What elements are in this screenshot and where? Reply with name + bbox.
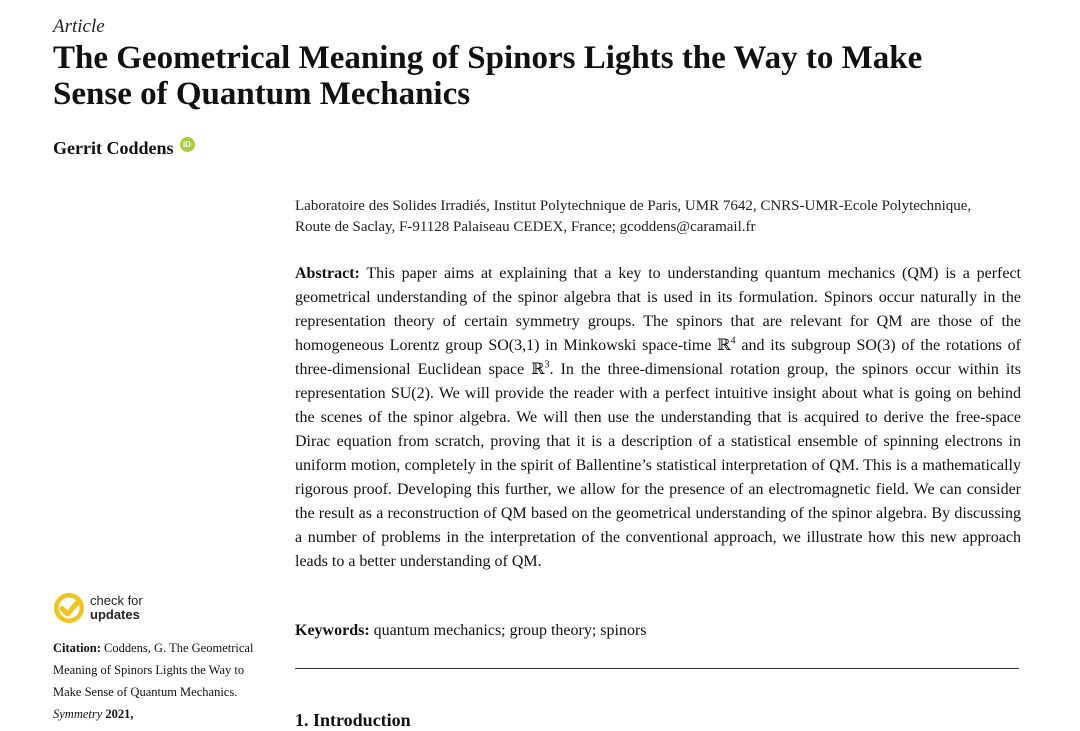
abstract-text-3: . In the three-dimensional rotation group, the spinors occur within its representation SU(2). We will provide the reader with a perfect intuitive insight about what is going on behind the scenes of the spinor algebra. We will then use the understanding that is acquired to derive the free-space Dirac equation from scratch, proving that it is a description of a statistical ensemble of spinning electrons in uniform motion, completely in the spirit of Ballentine’s statistical interpretation of QM. This is a mathematically rigorous proof. Developing this further, we allow for the presence of an electromagnetic field. We can consider the result as a reconstruction of QM based on the geometrical understanding of the spinor algebra. By discussing a number of problems in the interpretation of the conventional approach, we illustrate how this new approach leads to a better understanding of QM. [295,361,1022,570]
orcid-icon[interactable]: iD [180,137,195,152]
affiliation-line-2: Route de Saclay, F-91128 Palaiseau CEDEX, France; gcoddens@caramail.fr [295,218,756,235]
article-type: Article [53,16,105,37]
title-line-1: The Geometrical Meaning of Spinors Lights the Way to Make [53,40,923,76]
affiliation [295,196,1021,237]
citation-year: 2021, [102,707,134,721]
abstract-text-1: This paper aims at explaining that a key to understanding quantum mechanics (QM) is a perfect geometrical understanding of the spinor algebra that is used in its formulation. Spinors occur naturally in the representation theory of certain symmetry groups. The spinors that are relevant for QM are those of the homogeneous Lorentz group SO(3,1) in Minkowski space-time [295,265,1021,354]
keywords-text: quantum mechanics; group theory; spinors [369,622,647,639]
abstract-label: Abstract: [295,265,360,282]
r4-symbol: ℝ [717,337,731,354]
keywords-label: Keywords: [295,622,370,639]
author-line [53,138,195,159]
title-line-2: Sense of Quantum Mechanics [53,76,471,112]
r3-exponent: 3 [544,359,550,371]
paper-title [53,40,1053,112]
check-updates-line-2: updates [90,607,140,622]
keywords [295,620,1021,642]
r3-symbol: ℝ [531,361,545,378]
section-heading-introduction: 1. Introduction [295,710,411,730]
citation-journal: Symmetry [53,707,103,721]
abstract-text-2: and its subgroup SO(3) of the rotations of three-dimensional Euclidean space [295,337,1022,378]
check-updates-label [90,594,143,622]
citation-text: Coddens, G. The Geometrical Meaning of Spinors Lights the Way to Make Sense of Quantum Mechanics. [53,641,254,699]
citation-label: Citation: [53,641,101,655]
author-name[interactable]: Gerrit Coddens [53,138,174,158]
r4-exponent: 4 [730,335,736,347]
check-updates-line-1: check for [90,593,143,608]
check-for-updates-button[interactable] [53,592,143,624]
check-updates-icon [53,592,85,624]
affiliation-line-1: Laboratoire des Solides Irradiés, Institut Polytechnique de Paris, UMR 7642, CNRS-UMR-Ecole Polytechnique, [295,198,972,214]
section-divider [295,668,1019,669]
citation [53,637,273,725]
abstract [295,262,1021,574]
